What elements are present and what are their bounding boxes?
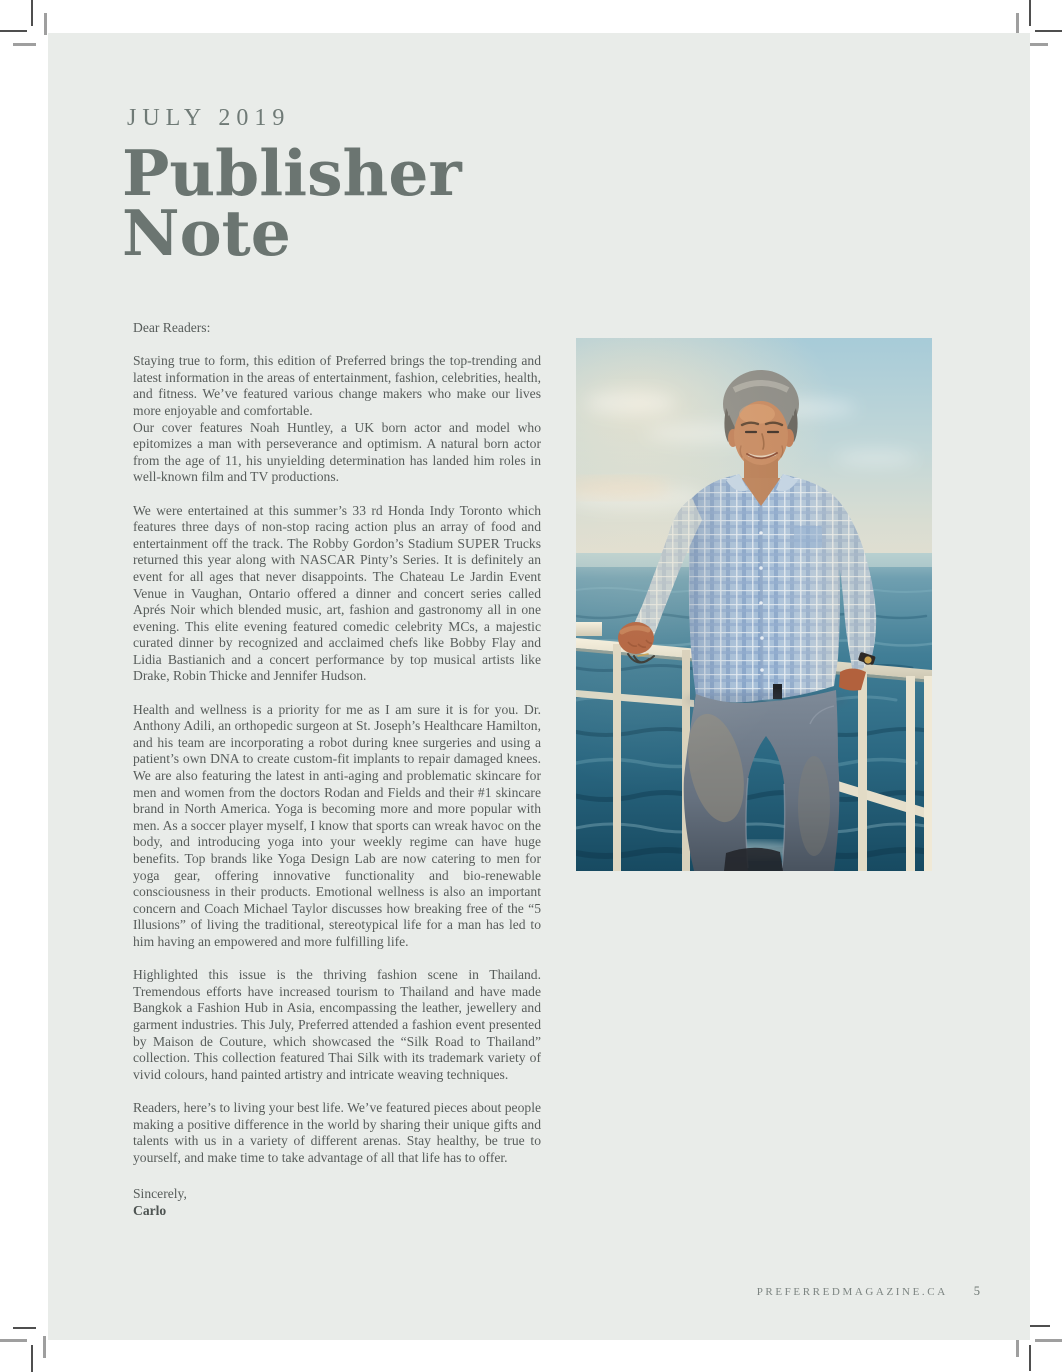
trim-mark <box>1029 1345 1031 1371</box>
signature-name: Carlo <box>133 1202 167 1218</box>
publisher-letter <box>133 320 541 1219</box>
bleed-mark <box>13 43 36 46</box>
magazine-page <box>48 33 1030 1340</box>
trim-mark <box>1029 0 1031 26</box>
bleed-mark <box>44 13 47 35</box>
closing-line: Sincerely, <box>133 1186 187 1202</box>
publisher-photo <box>576 338 932 871</box>
photo-warm-cast <box>576 338 932 871</box>
issue-date: JULY 2019 <box>127 105 291 131</box>
bleed-mark <box>0 1339 27 1342</box>
letter-paragraph: Readers, here’s to living your best life. We’ve featured pieces about people making a positive difference in the world by sharing their unique gifts and talents with us in a variety of different arenas. Stay healthy, be true to yourself, and make time to take advantage of all that life has to offer. <box>133 1099 541 1165</box>
magazine-website: PREFERREDMAGAZINE.CA <box>756 1286 948 1298</box>
bleed-mark <box>1035 1339 1062 1342</box>
photo-illustration <box>576 338 932 871</box>
page-number: 5 <box>973 1284 980 1298</box>
salutation: Dear Readers: <box>133 320 211 335</box>
trim-mark <box>13 1327 36 1329</box>
letter-paragraph: Health and wellness is a priority for me as I am sure it is for you. Dr. Anthony Adili, an orthopedic surgeon at St. Joseph’s Healthcare Hamilton, and his team are incorporating a robot during knee surgeries and using a patient’s own DNA to create custom-fit implants to repair damaged knees. We are also featuring the latest in anti-aging and problematic skincare for men and women from the doctors Rodan and Fields and their #1 skincare brand in North America. Yoga is becoming more and more popular with men. As a soccer player myself, I know that sports can wreak havoc on the body, and introducing yoga into your weekly regime can have huge benefits. Top brands like Yoga Design Lab are now catering to men for yoga gear, offering innovative functionality and bio-renewable consciousness in their products. Emotional wellness is also an important concern and Coach Michael Taylor discusses how breaking free of the “5 Illusions” of living the traditional, stereotypical life for a man has led to him having an empowered and more fulfilling life. <box>133 701 541 949</box>
letter-paragraph: We were entertained at this summer’s 33 rd Honda Indy Toronto which features three days of non-stop racing action plus an array of food and entertainment off the track. The Robby Gordon’s Stadium SUPER Trucks returned this year along with NASCAR Pinty’s Series. It is definitely an event for all ages that never disappoints. The Chateau Le Jardin Event Venue in Vaughan, Ontario offered a dinner and concert series called Aprés Noir which blended music, art, fashion and gastronomy all in one evening. This elite evening featured comedic celebrity MCs, a majestic curated dinner by recognized and acclaimed chefs like Bobby Flay and Lidia Bastianich and a concert performance by top musical artists like Drake, Robin Thicke and Jennifer Hudson. <box>133 502 541 684</box>
bleed-mark <box>43 1336 46 1358</box>
trim-mark <box>1035 30 1062 32</box>
trim-mark <box>31 1345 33 1372</box>
page-footer <box>757 1284 980 1299</box>
page-title <box>122 136 462 270</box>
trim-mark <box>0 30 27 32</box>
title-line-2: Note <box>122 196 291 270</box>
trim-mark <box>31 0 33 26</box>
bleed-mark <box>1016 13 1019 35</box>
letter-paragraph: Highlighted this issue is the thriving fashion scene in Thailand. Tremendous efforts have increased tourism to Thailand and have made Bangkok a Fashion Hub in Asia, encompassing the leather, jewellery and garment industries. This July, Preferred attended a fashion event presented by Maison de Couture, which showcased the “Silk Road to Thailand” collection. This collection featured Thai Silk with its trademark variety of vivid colours, hand painted artistry and intricate weaving techniques. <box>133 967 541 1082</box>
letter-paragraph: Staying true to form, this edition of Preferred brings the top-trending and latest information in the areas of entertainment, fashion, celebrities, health, and fitness. We’ve featured various change makers who make our lives more enjoyable and comfortable. <box>133 353 541 418</box>
title-line-1: Publisher <box>122 136 462 210</box>
letter-paragraph: Our cover features Noah Huntley, a UK born actor and model who epitomizes a man with perseverance and optimism. A natural born actor from the age of 11, his unyielding determination has landed him roles in well-known film and TV productions. <box>133 419 541 485</box>
